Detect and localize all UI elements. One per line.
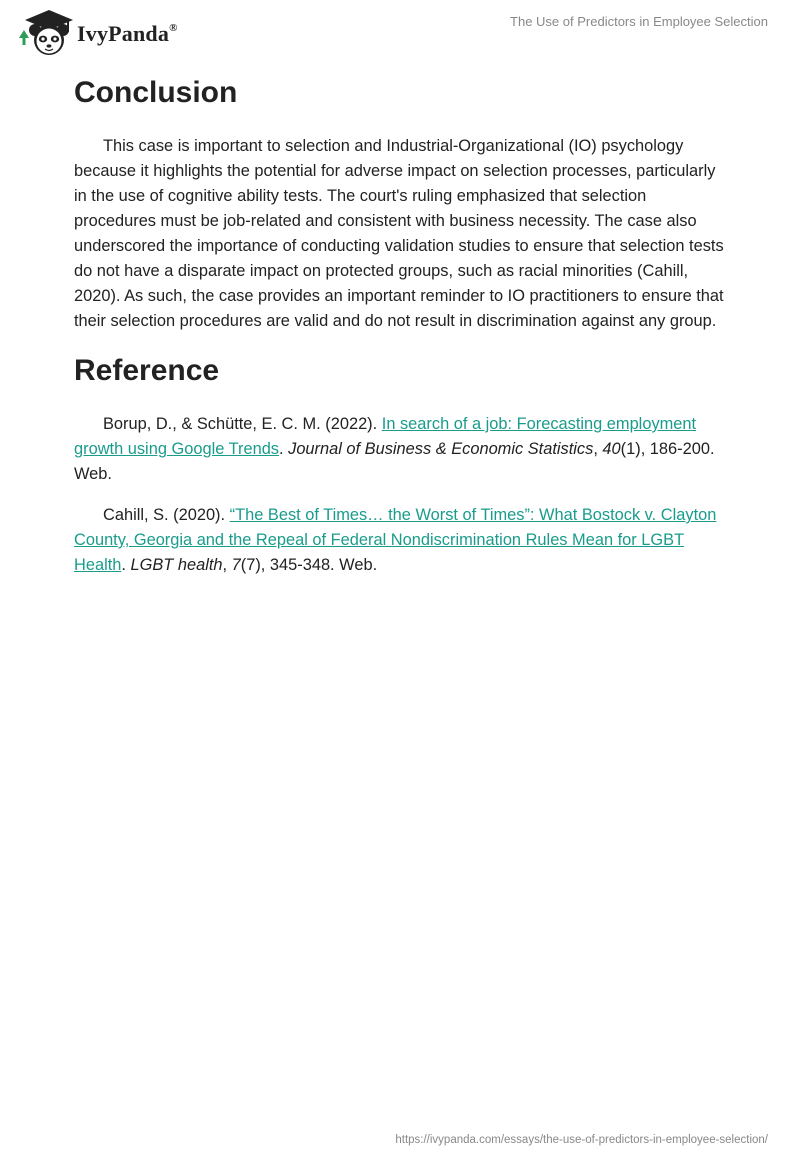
- reference-pages: (7), 345-348. Web.: [240, 556, 378, 574]
- reference-volume: 40: [602, 440, 621, 458]
- reference-link-borup[interactable]: In search of a job: Forecasting employment growth using Google Trends: [74, 415, 697, 458]
- reference-volume: 7: [231, 556, 241, 574]
- reference-journal: LGBT health: [130, 556, 223, 574]
- reference-authors: Cahill, S. (2020).: [103, 506, 230, 524]
- document-title: The Use of Predictors in Employee Selection: [510, 14, 768, 29]
- panda-graduation-cap-icon: [15, 8, 75, 58]
- reference-journal: Journal of Business & Economic Statistics: [288, 440, 594, 458]
- reference-entry-borup: [74, 412, 724, 487]
- document-body: [74, 70, 724, 578]
- reference-authors: Borup, D., & Schütte, E. C. M. (2022).: [103, 415, 382, 433]
- reference-punctuation: .: [121, 556, 131, 574]
- source-url[interactable]: https://ivypanda.com/essays/the-use-of-predictors-in-employee-selection/: [395, 1134, 768, 1146]
- reference-heading: Reference: [74, 354, 220, 387]
- brand-name: IvyPanda®: [77, 21, 178, 46]
- reference-separator: ,: [593, 440, 603, 458]
- reference-entry-cahill: [74, 503, 724, 578]
- reference-separator: ,: [222, 556, 232, 574]
- reference-punctuation: .: [279, 440, 289, 458]
- conclusion-paragraph: This case is important to selection and Industrial-Organizational (IO) psychology because it highlights the potential for adverse impact on selection processes, particularly in the use of cognitive ability tests. The court's ruling emphasized that selection procedures must be job-related and consistent with business necessity. The case also underscored the importance of conducting validation studies to ensure that selection tests do not have a disparate impact on protected groups, such as racial minorities (Cahill, 2020). As such, the case provides an important reminder to IO practitioners to ensure that their selection procedures are valid and do not result in discrimination against any group.: [74, 137, 724, 330]
- conclusion-heading: Conclusion: [74, 76, 238, 109]
- reference-pages: (1), 186-200. Web.: [74, 440, 715, 483]
- reference-link-cahill[interactable]: “The Best of Times… the Worst of Times”: What Bostock v. Clayton County, Georgia and the Repeal of Federal Nondiscrimination Rules Mean for LGBT Health: [74, 506, 717, 574]
- brand-logo[interactable]: [15, 8, 178, 58]
- page-header: [0, 0, 800, 60]
